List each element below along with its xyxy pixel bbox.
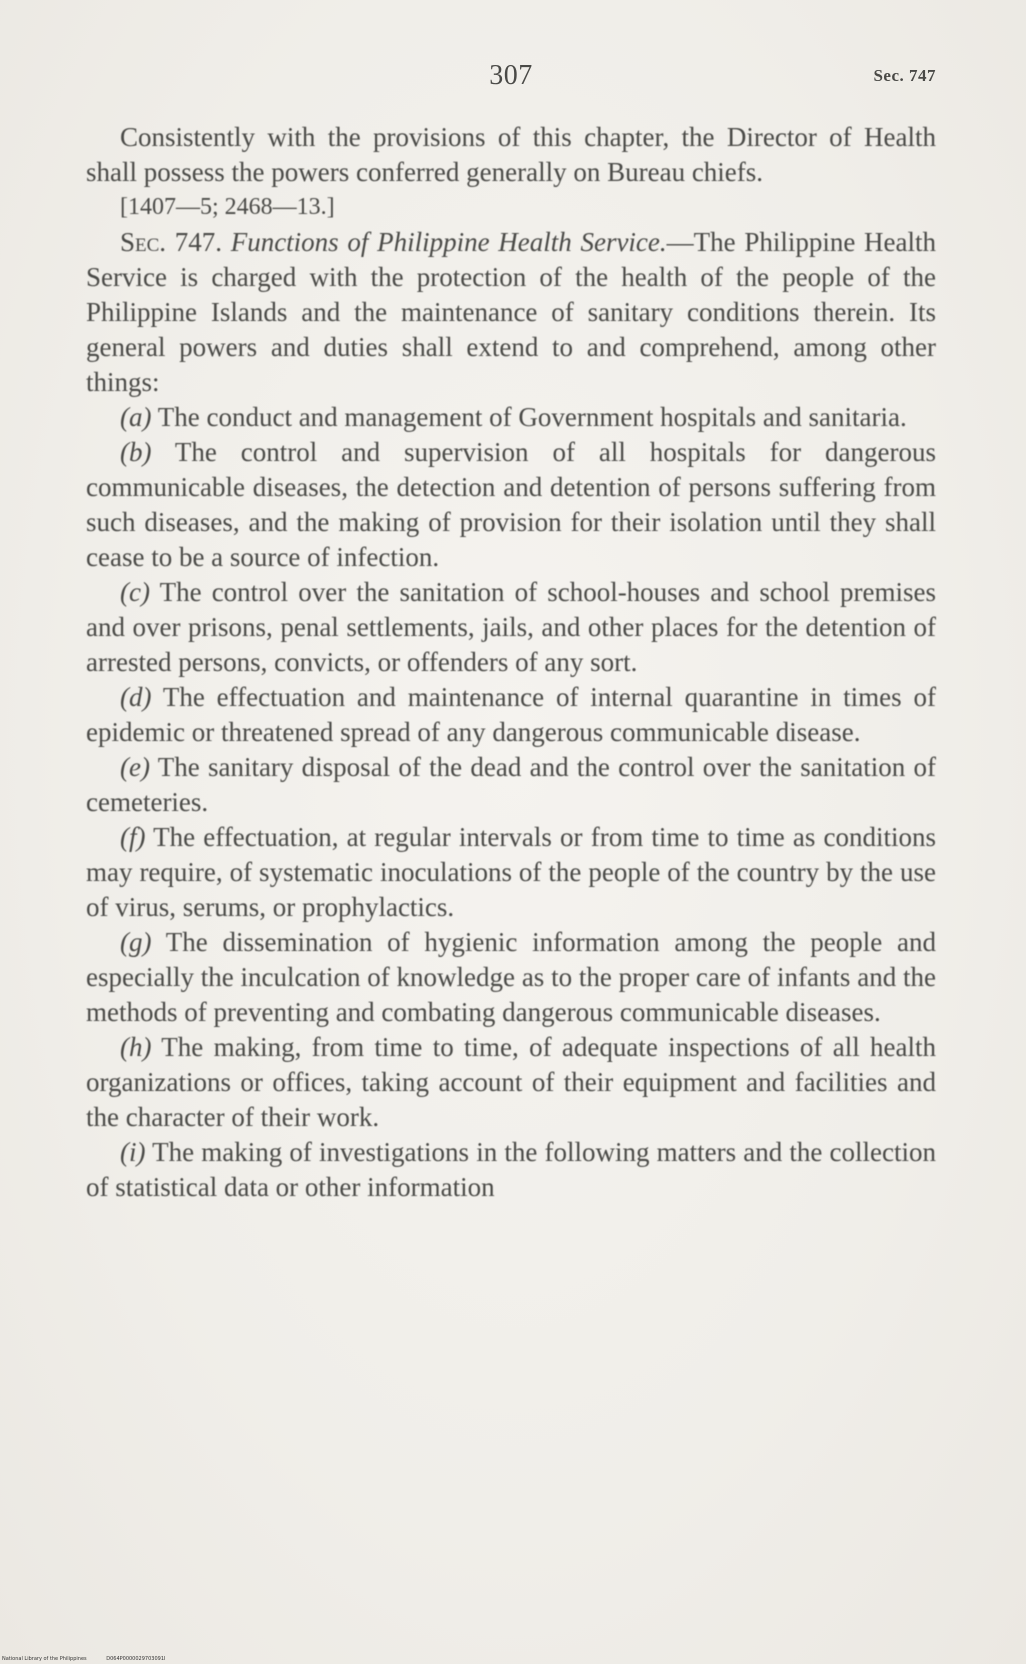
item-letter: (e): [120, 752, 150, 782]
item-a: [86, 400, 936, 435]
footer-code: D064P0000029703091I: [106, 1656, 166, 1662]
item-letter: (g): [120, 927, 152, 957]
page-header: [86, 60, 936, 100]
item-letter: (f): [120, 822, 146, 852]
item-letter: (a): [120, 402, 152, 432]
item-text: The control and supervision of all hospitals for dangerous communicable diseases, the detection and detention of persons suffering from such diseases, and the making of provision for their isolation until they shall cease to be a source of infection.: [86, 437, 936, 572]
page-number: 307: [489, 60, 533, 91]
item-e: [86, 750, 936, 820]
footer-library: National Library of the Philippines: [2, 1656, 87, 1662]
item-i: [86, 1135, 936, 1205]
section-747-paragraph: [86, 225, 936, 400]
item-text: The making of investigations in the following matters and the collection of statistical data or other information: [86, 1137, 936, 1202]
item-f: [86, 820, 936, 925]
item-text: The control over the sanitation of school-houses and school premises and over prisons, penal settlements, jails, and other places for the detention of arrested persons, convicts, or offenders of any sort.: [86, 577, 936, 677]
item-text: The effectuation and maintenance of internal quarantine in times of epidemic or threatened spread of any dangerous communicable disease.: [86, 682, 936, 747]
running-section-reference: Sec. 747: [873, 66, 936, 85]
item-text: The effectuation, at regular intervals or from time to time as conditions may require, of systematic inoculations of the people of the country by the use of virus, serums, or prophylactics.: [86, 822, 936, 922]
section-label: Sec. 747.: [120, 227, 222, 257]
item-text: The conduct and management of Government hospitals and sanitaria.: [151, 402, 907, 432]
item-b: [86, 435, 936, 575]
item-h: [86, 1030, 936, 1135]
item-d: [86, 680, 936, 750]
item-g: [86, 925, 936, 1030]
scan-footer: [2, 1656, 183, 1662]
item-letter: (i): [120, 1137, 146, 1167]
item-text: The making, from time to time, of adequate inspections of all health organizations or offices, taking account of their equipment and facilities and the character of their work.: [86, 1032, 936, 1132]
item-letter: (c): [120, 577, 150, 607]
citation: [1407—5; 2468—13.]: [120, 194, 335, 220]
item-letter: (d): [120, 682, 152, 712]
item-text: The sanitary disposal of the dead and the control over the sanitation of cemeteries.: [86, 752, 936, 817]
section-intro: —The Philippine Health Service is charged with the protection of the health of the people of the Philippine Islands and the maintenance of sanitary conditions therein. Its general powers and duties shall extend to and comprehend, among other things:: [86, 227, 937, 397]
item-text: The dissemination of hygienic information among the people and especially the inculcation of knowledge as to the proper care of infants and the methods of preventing and combating dangerous communicable diseases.: [86, 927, 936, 1027]
item-letter: (b): [120, 437, 152, 467]
section-title: Functions of Philippine Health Service.: [230, 227, 667, 257]
item-c: [86, 575, 936, 680]
item-letter: (h): [120, 1032, 152, 1062]
document-body: [86, 120, 936, 1205]
opening-paragraph: Consistently with the provisions of this chapter, the Director of Health shall possess the powers conferred generally on Bureau chiefs.: [86, 122, 936, 187]
